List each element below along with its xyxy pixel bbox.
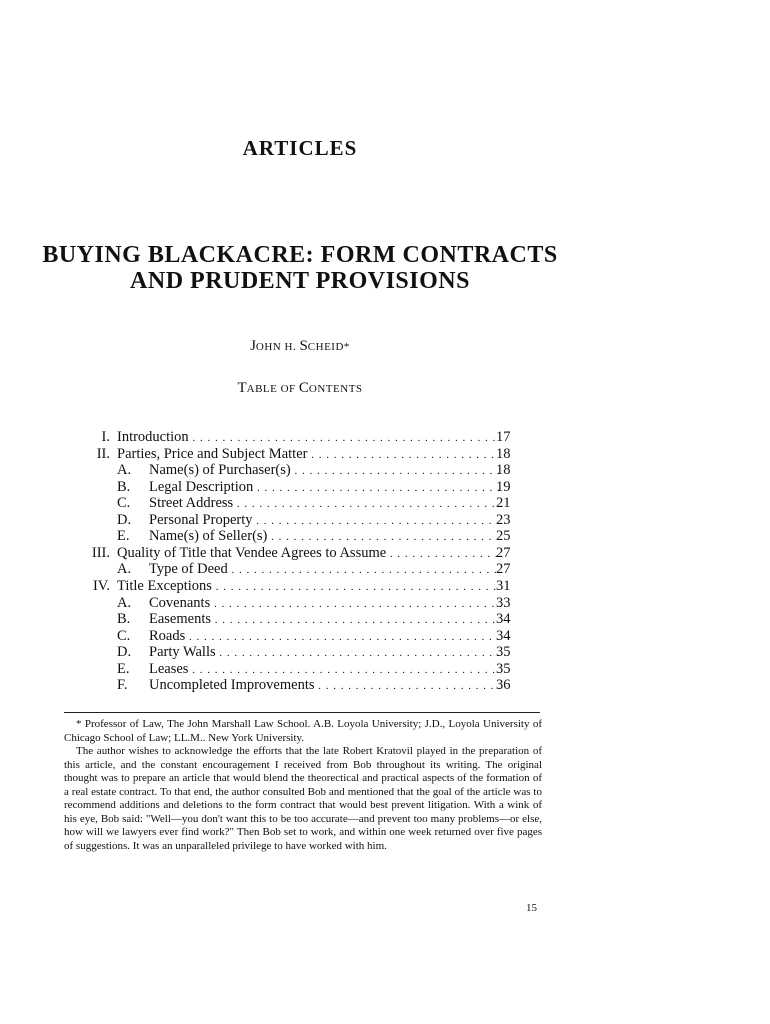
author-first-initial: J [250,338,256,354]
toc-entry [62,627,542,645]
toc-entry-page: 35 [496,660,511,677]
article-title-line-2: AND PRUDENT PROVISIONS [130,268,470,294]
toc-entry-title: Introduction . . . [117,428,501,447]
toc-entry-page: 34 [496,627,511,644]
toc-entry [62,494,542,512]
author-last-rest: CHEID* [307,341,350,353]
toc-entry [62,478,542,496]
toc-entry-title: Easements . . . [149,610,501,629]
footnote-paragraph-2: The author wishes to acknowledge the efforts that the late Robert Kratovil played in the preparation of this article, and the constant encouragement I received from Bob throughout its writing. The original thought was to prepare an article that would blend the theorectical and practical aspects of the formation of a real estate contract. To that end, the author consulted Bob and mentioned that the goal of the article was to recommend additions and deletions to the form contract that would best prevent litigation. With a wink of his eye, Bob said: "Well—you don't want this to be too accurate—and prevent too many problems—or else, how will we lawyers ever find work?" Then Bob set to work, and within one week returned over five pages of suggestions. It was an unparalleled privilege to have worked with him. [64,745,542,852]
toc-entry-page: 33 [496,594,511,611]
toc-entry-numeral: III. [91,544,110,561]
author-name [0,338,600,355]
toc-entry-letter: F. [117,677,128,694]
toc-entry [62,428,542,446]
toc-entry-title: Name(s) of Seller(s) . . . [149,527,501,546]
toc-entry [62,461,542,479]
toc-entry [62,610,542,628]
toc-entry-title: Legal Description . . . [149,478,501,497]
toc-entry [62,676,542,694]
toc-entry-title: Quality of Title that Vendee Agrees to Assume . . . [117,544,501,563]
toc-entry-letter: C. [117,495,131,512]
toc-entry-numeral: I. [101,429,110,445]
toc-entry-page: 36 [496,677,511,694]
toc-entry-page: 27 [496,561,511,578]
toc-entry-title: Uncompleted Improvements . . . [149,676,501,695]
toc-entry-page: 34 [496,611,511,628]
author-first-rest: OHN H. [255,341,300,353]
toc-heading-initial-t: T [237,380,247,396]
toc-entry-title: Type of Deed . . . [149,560,501,579]
author-last-initial: S [299,338,308,354]
toc-entry-letter: B. [117,478,131,495]
toc-entry [62,544,542,562]
toc-entry-title: Leases . . . [149,660,501,679]
toc-entry-page: 31 [496,577,511,594]
toc-entry [62,511,542,529]
toc-entry-page: 18 [496,445,511,462]
toc-entry [62,660,542,678]
toc-entry-letter: A. [117,594,132,611]
section-heading: ARTICLES [242,136,358,160]
toc-entry-title: Title Exceptions . . . [117,577,501,596]
toc-entry-page: 25 [496,528,511,545]
toc-heading-part-1: ABLE OF [246,383,299,395]
toc-entry [62,560,542,578]
toc-entry-title: Party Walls . . . [149,643,501,662]
toc-entry-letter: E. [117,528,130,545]
toc-entry-letter: E. [117,660,130,677]
toc-entry [62,577,542,595]
toc-entry-letter: A. [117,462,132,479]
article-title-line-1: BUYING BLACKACRE: FORM CONTRACTS [42,242,558,268]
toc-entry [62,594,542,612]
toc-entry-page: 18 [496,462,511,479]
toc-entry-page: 27 [496,544,511,561]
toc-entry-numeral: IV. [92,577,110,594]
toc-entry-letter: C. [117,627,131,644]
toc-entry-letter: D. [117,644,132,661]
toc-entry-page: 21 [496,495,511,512]
toc-entry-title: Parties, Price and Subject Matter . . . [117,445,501,464]
toc-entry-letter: B. [117,611,131,628]
toc-entry-numeral: II. [96,445,110,462]
footnote [64,718,542,853]
toc-entry-title: Roads . . . [149,627,501,646]
footnote-divider [64,712,540,713]
toc-entry-letter: A. [117,561,132,578]
toc-entry-page: 17 [496,429,511,445]
toc-entry [62,445,542,463]
toc-entry-letter: D. [117,511,132,528]
toc-heading-initial-c: C [298,380,309,396]
toc-entry-title: Personal Property . . . [149,511,501,530]
toc-entry-page: 19 [496,478,511,495]
toc-entry-page: 23 [496,511,511,528]
page-number: 15 [526,902,537,914]
toc-entry [62,527,542,545]
footnote-paragraph-1: * Professor of Law, The John Marshall Law School. A.B. Loyola University; J.D., Loyola University of Chicago School of Law; LL.M.. New York University. [64,718,542,744]
toc-heading-part-2: ONTENTS [308,383,363,395]
toc-entry-title: Name(s) of Purchaser(s) . . . [149,461,501,480]
toc-entry-title: Covenants . . . [149,594,501,613]
toc-entry-page: 35 [496,644,511,661]
toc-heading [0,380,600,397]
toc-entry-title: Street Address . . . [149,494,501,513]
toc-entry [62,643,542,661]
